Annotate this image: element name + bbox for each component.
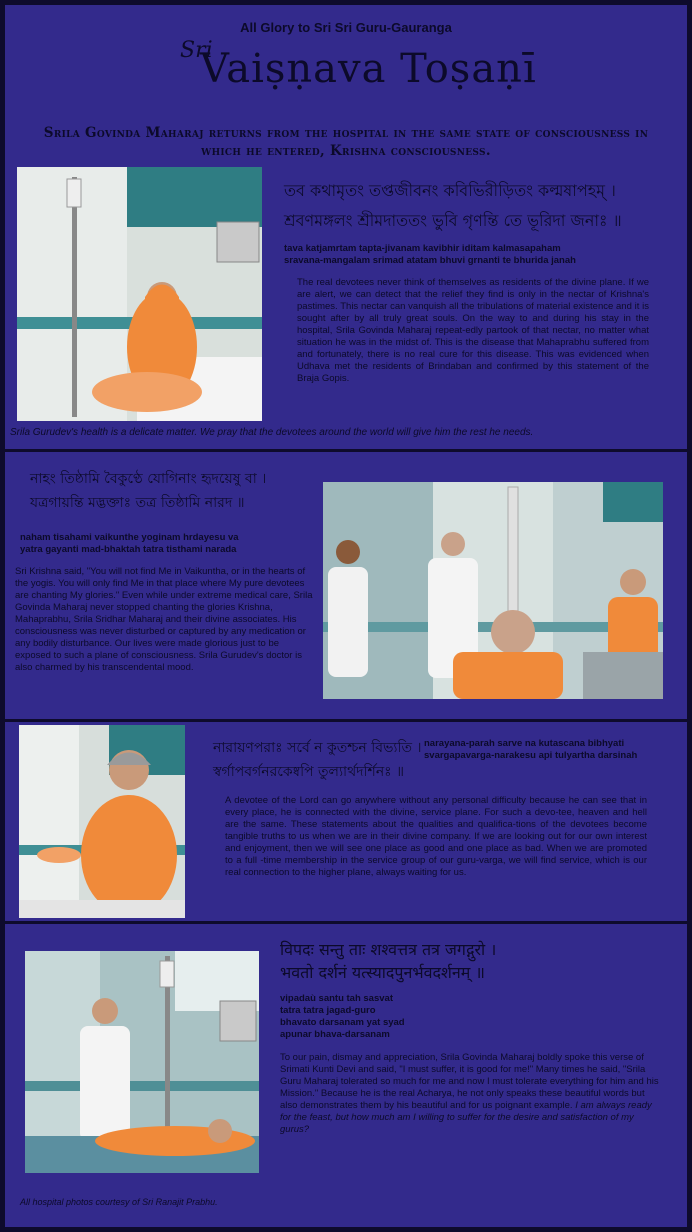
masthead-title: Vaiṣṇava Toṣaṇī xyxy=(200,46,537,92)
verse-1-line-1: তব কথামৃতং তপ্তজীবনং কবিভিরীড়িতং কল্মষাপহম্ । xyxy=(284,181,616,200)
transliteration-2-line-1: naham tisahami vaikunthe yoginam hrdayesu va xyxy=(20,532,239,543)
body-text-1: The real devotees never think of themselves as residents of the divine plane. If we are alert, we can detect that the relief they find is only in the nectar of Krishna's pastimes. This nectar can vanquish all the tribulations of material existence and it is sought after by all truly great souls. On the way to and during his stay in the hospital, Srila Govinda Maharaj repeat-edly partook of that nectar, no matter what situation he was in the midst of. This is the disease that Mahaprabhu suffered from and fortunately, there is no real cure for this disease. This was evidenced when Udhava met the residents of Brindaban and confirmed by this statement of the Braja Gopis. xyxy=(297,277,649,384)
body-text-4 xyxy=(280,1052,664,1136)
verse-2-line-2: যত্রগায়ন্তি মদ্ভক্তাঃ তত্র তিষ্ঠামি নারদ ॥ xyxy=(30,495,245,511)
photo-illustration xyxy=(17,167,262,421)
verse-3-line-2: স্বর্গাপবর্গনরকেষ্বপি তুল্যার্থদর্শিনঃ ॥ xyxy=(213,764,405,780)
transliteration-1-line-1: tava katjamrtam tapta-jivanam kavibhir iditam kalmasapaham xyxy=(284,243,561,254)
photo-illustration xyxy=(323,482,663,699)
masthead-sri: Sri xyxy=(180,38,213,63)
photo-gurudev-speaking xyxy=(19,725,185,918)
photo-credit: All hospital photos courtesy of Sri Ranajit Prabhu. xyxy=(20,1197,218,1207)
headline: Srila Govinda Maharaj returns from the hospital in the same state of consciousness in which he entered, Krishna consciousness. xyxy=(43,125,649,159)
section-divider-3 xyxy=(5,921,687,924)
photo-illustration xyxy=(25,951,259,1173)
transliteration-4-line-1: vipadaù santu tah sasvat xyxy=(280,993,393,1004)
section-divider-2 xyxy=(5,719,687,722)
verse-4-line-1: विपदः सन्तु ताः शश्वत्तत्र तत्र जगद्गुरो । xyxy=(280,940,497,959)
transliteration-2-line-2: yatra gayanti mad-bhaktah tatra tisthami narada xyxy=(20,544,237,555)
top-line: All Glory to Sri Sri Guru-Gauranga xyxy=(240,20,452,35)
body-text-4-plain: To our pain, dismay and appreciation, Srila Govinda Maharaj boldly spoke this verse of Srimati Kunti Devi and said, "I must suffer, it is good for me!" Many times he said, "Srila Guru Maharaj tolerated so much for me and now I must tolerate everything for him and his Mission." Because he is the real Acharya, he not only speaks these beautiful words but also demonstrates them by his beautiful and for us poignant example. xyxy=(280,1052,659,1111)
body-text-4-italic: I am always ready for the feast, but how much am I willing to suffer for the desire and satisfaction of my gurus? xyxy=(280,1100,652,1135)
transliteration-4-line-3: bhavato darsanam yat syad xyxy=(280,1017,405,1028)
transliteration-3-line-2: svargapavarga-narakesu api tulyartha darsinah xyxy=(424,750,638,761)
verse-2-line-1: নাহং তিষ্ঠামি বৈকুণ্ঠে যোগিনাং হৃদয়েষু বা । xyxy=(30,471,267,487)
photo-hospital-bed xyxy=(17,167,262,421)
body-text-3: A devotee of the Lord can go anywhere without any personal difficulty because he can see that in every place, he is connected with the divine, service plane. For such a devo-tee, heaven and hell are the same. These statements about the qualities and qualifica-tions of the devotees become tangible truths to us when we are in their divine company. If we are looking out for our own interest and enjoyment, then we will see one place as good and one place as bad. When we are promoted to a full -time membership in the service group of our guru-varga, we will find service, which is our real connection to the higher plane, always waiting for us. xyxy=(225,795,647,878)
transliteration-4-line-4: apunar bhava-darsanam xyxy=(280,1029,390,1040)
verse-1-line-2: শ্রবণমঙ্গলং শ্রীমদাততং ভুবি গৃণন্তি তে ভূরিদা জনাঃ ॥ xyxy=(284,211,622,230)
photo-caption-1: Srila Gurudev's health is a delicate matter. We pray that the devotees around the world will give him the rest he needs. xyxy=(10,427,534,438)
transliteration-4-line-2: tatra tatra jagad-guro xyxy=(280,1005,376,1016)
body-text-2: Sri Krishna said, "You will not find Me in Vaikuntha, or in the hearts of the yogis. You will only find Me in that place where My pure devotees are chanting My glories." Even while under extreme medical care, Srila Govinda Maharaj never stopped chanting the glories Krishna, Mahaprabhu, Srila Sridhar Maharaj and their divine associates. His consciousness was never disturbed or captured by any medication or any bodily disturbance. Our lives were made glorious just to be exposed to such a plane of consciousness. Srila Gurudev's doctor is also charmed by his transcendental mood. xyxy=(15,566,313,673)
verse-3-line-1: নারায়ণপরাঃ সর্বে ন কুতশ্চন বিভ্যতি । xyxy=(213,740,422,756)
transliteration-1-line-2: sravana-mangalam srimad atatam bhuvi grnanti te bhurida janah xyxy=(284,255,576,266)
photo-doctors-visit xyxy=(323,482,663,699)
section-divider-1 xyxy=(5,449,687,452)
photo-illustration xyxy=(19,725,185,918)
transliteration-3-line-1: narayana-parah sarve na kutascana bibhyati xyxy=(424,738,625,749)
photo-hospital-room xyxy=(25,951,259,1173)
verse-4-line-2: भवतो दर्शनं यत्स्यादपुनर्भवदर्शनम् ॥ xyxy=(280,963,485,982)
